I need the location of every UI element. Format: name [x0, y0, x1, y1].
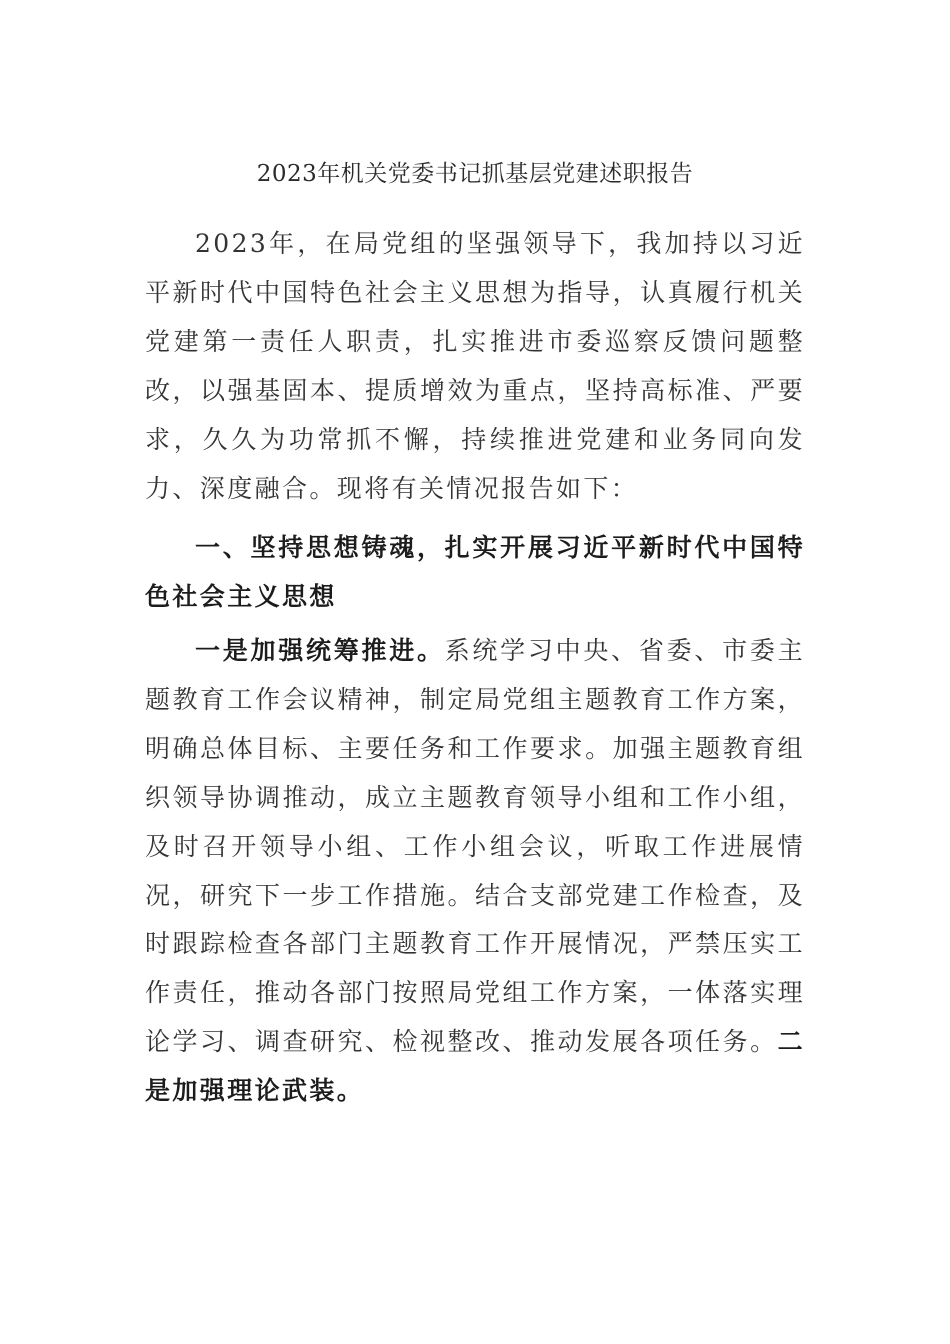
point-1-body: 系统学习中央、省委、市委主题教育工作会议精神，制定局党组主题教育工作方案，明确总体目标、主要任务和工作要求。加强主题教育组织领导协调推动，成立主题教育领导小组和工作小组，及时召开领导小组、工作小组会议，听取工作进展情况，研究下一步工作措施。结合支部党建工作检查，及时跟踪检查各部门主题教育工作开展情况，严禁压实工作责任，推动各部门按照局党组工作方案，一体落实理论学习、调查研究、检视整改、推动发展各项任务。 [145, 636, 805, 1057]
intro-paragraph: 2023年，在局党组的坚强领导下，我加持以习近平新时代中国特色社会主义思想为指导，认真履行机关党建第一责任人职责，扎实推进市委巡察反馈问题整改，以强基固本、提质增效为重点，坚持高标准、严要求，久久为功常抓不懈，持续推进党建和业务同向发力、深度融合。现将有关情况报告如下： [145, 229, 805, 503]
section-1-paragraph [145, 627, 805, 1116]
document-title: 2023年机关党委书记抓基层党建述职报告 [256, 161, 694, 187]
point-2-lead: 二是加强理论武装。 [145, 1027, 805, 1106]
section-1-heading: 一、坚持思想铸魂，扎实开展习近平新时代中国特色社会主义思想 [145, 533, 805, 611]
point-1-lead: 一是加强统筹推进。 [195, 636, 445, 665]
